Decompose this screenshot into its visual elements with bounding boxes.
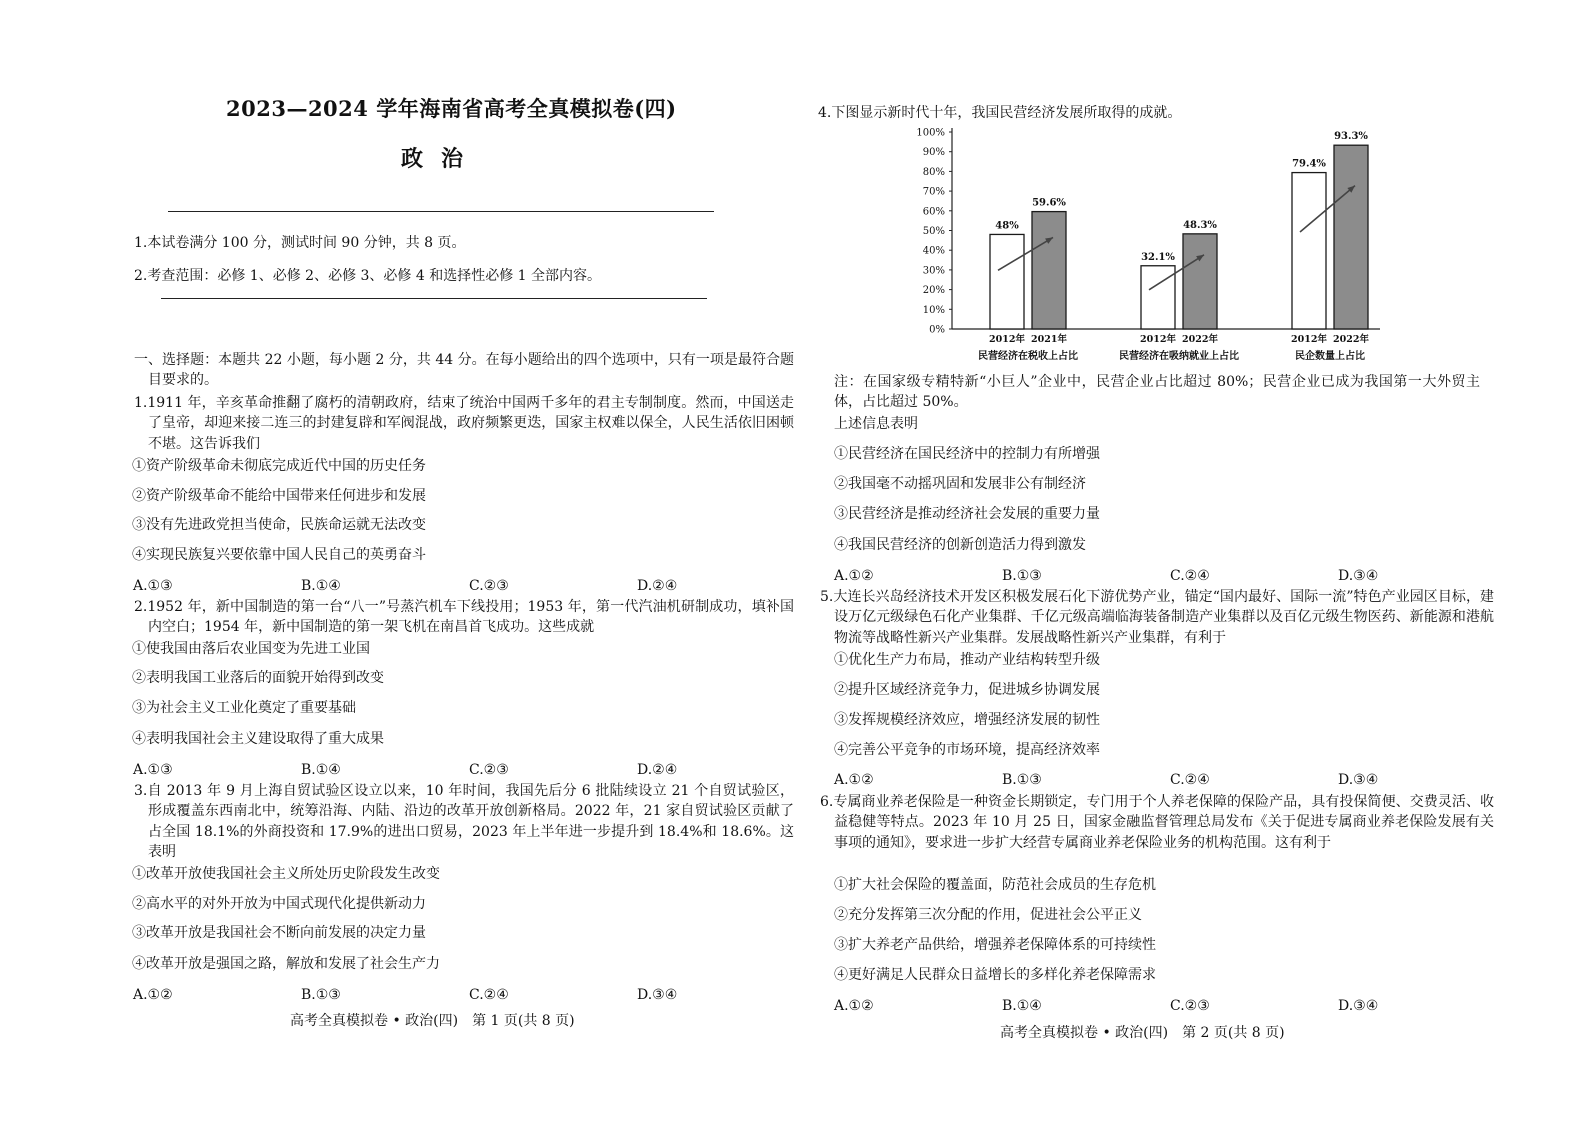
question-1-item-2: ②资产阶级革命不能给中国带来任何进步和发展: [132, 488, 426, 504]
question-4-stem: 4.下图显示新时代十年，我国民营经济发展所取得的成就。: [818, 105, 1182, 121]
question-4-item-4: ④我国民营经济的创新创造活力得到激发: [834, 537, 1086, 553]
y-tick-label: 40%: [922, 245, 945, 257]
question-2-option-b[interactable]: B.①④: [301, 762, 341, 778]
question-5-option-d[interactable]: D.③④: [1338, 772, 1379, 788]
question-5-item-1: ①优化生产力布局，推动产业结构转型升级: [834, 652, 1100, 668]
bar-year-label: 2022年: [1333, 334, 1369, 345]
question-5-option-b[interactable]: B.①③: [1002, 772, 1042, 788]
question-2-item-2: ②表明我国工业落后的面貌开始得到改变: [132, 670, 384, 686]
question-4-option-c[interactable]: C.②④: [1170, 568, 1210, 584]
bar: [1292, 173, 1326, 329]
question-1-item-1: ①资产阶级革命未彻底完成近代中国的历史任务: [132, 458, 426, 474]
question-4-option-b[interactable]: B.①③: [1002, 568, 1042, 584]
section-heading: 一、选择题：本题共 22 小题，每小题 2 分，共 44 分。在每小题给出的四个选项中，只有一项是最符合题目要求的。: [134, 352, 794, 389]
exam-title: 2023—2024 学年海南省高考全真模拟卷(四): [226, 96, 677, 121]
question-6-stem: 6.专属商业养老保险是一种资金长期锁定，专门用于个人养老保障的保险产品，具有投保简便、交费灵活、收益稳健等特点。2023 年 10 月 25 日，国家金融监督管理总局发布《关于促进专属商业养老保险发展有关事项的通知》，要求进一步扩大经营专属商业养老保险业务的机构范围。这有利于: [820, 794, 1494, 851]
bar-data-label: 79.4%: [1292, 158, 1326, 170]
bar: [990, 234, 1024, 329]
question-1-option-c[interactable]: C.②③: [469, 578, 509, 594]
bar: [1032, 212, 1066, 329]
y-tick-label: 10%: [922, 304, 945, 316]
page-1-footer: 高考全真模拟卷 • 政治(四) 第 1 页(共 8 页): [290, 1013, 575, 1029]
y-tick-label: 90%: [922, 147, 945, 159]
bar-data-label: 32.1%: [1141, 251, 1175, 263]
y-tick-label: 30%: [922, 265, 945, 277]
question-6-option-d[interactable]: D.③④: [1338, 998, 1379, 1014]
question-2-option-a[interactable]: A.①③: [133, 762, 173, 778]
question-6-item-1: ①扩大社会保险的覆盖面，防范社会成员的生存危机: [834, 877, 1156, 893]
question-3-option-b[interactable]: B.①③: [301, 987, 341, 1003]
question-3-option-d[interactable]: D.③④: [637, 987, 678, 1003]
question-5-item-3: ③发挥规模经济效应，增强经济发展的韧性: [834, 712, 1100, 728]
bar: [1334, 145, 1368, 329]
question-5-item-2: ②提升区域经济竞争力，促进城乡协调发展: [834, 682, 1100, 698]
question-1-option-a[interactable]: A.①③: [133, 578, 173, 594]
y-tick-label: 70%: [922, 186, 945, 198]
bar: [1183, 234, 1217, 329]
question-2-option-d[interactable]: D.②④: [637, 762, 678, 778]
question-3-item-3: ③改革开放是我国社会不断向前发展的决定力量: [132, 925, 426, 941]
note-2: 2.考查范围：必修 1、必修 2、必修 3、必修 4 和选择性必修 1 全部内容。: [134, 268, 602, 284]
question-4-option-d[interactable]: D.③④: [1338, 568, 1379, 584]
question-3-option-c[interactable]: C.②④: [469, 987, 509, 1003]
question-1-item-4: ④实现民族复兴要依靠中国人民自己的英勇奋斗: [132, 547, 426, 563]
question-5-options: [834, 770, 1506, 790]
page-2-footer: 高考全真模拟卷 • 政治(四) 第 2 页(共 8 页): [1000, 1025, 1285, 1041]
question-5-option-c[interactable]: C.②④: [1170, 772, 1210, 788]
question-4-item-1: ①民营经济在国民经济中的控制力有所增强: [834, 446, 1100, 462]
question-3-item-4: ④改革开放是强国之路，解放和发展了社会生产力: [132, 956, 440, 972]
question-4-options: [834, 566, 1506, 586]
bar-data-label: 93.3%: [1334, 131, 1368, 143]
question-2-item-3: ③为社会主义工业化奠定了重要基础: [132, 700, 356, 716]
question-3-stem: 3.自 2013 年 9 月上海自贸试验区设立以来，10 年时间，我国先后分 6 批陆续设立 21 个自贸试验区，形成覆盖东西南北中，统筹沿海、内陆、沿边的改革开放创新格局。2022 年，21 家自贸试验区贡献了占全国 18.1%的外商投资和 17.9%的进出口贸易，2023 年上半年进一步提升到 18.4%和 18.6%。这表明: [134, 783, 794, 860]
bar-year-label: 2022年: [1182, 334, 1218, 345]
y-tick-label: 80%: [922, 166, 945, 178]
question-2-options: [133, 760, 805, 780]
question-6-options: [834, 996, 1506, 1016]
question-6-option-a[interactable]: A.①②: [834, 998, 874, 1014]
question-6-option-c[interactable]: C.②③: [1170, 998, 1210, 1014]
bar-data-label: 59.6%: [1032, 197, 1066, 209]
question-4-lead: 上述信息表明: [834, 416, 918, 432]
y-tick-label: 0%: [929, 324, 945, 336]
question-2-stem: 2.1952 年，新中国制造的第一台“八一”号蒸汽机车下线投用；1953 年，第一代汽油机研制成功，填补国内空白；1954 年，新中国制造的第一架飞机在南昌首飞成功。这些成就: [134, 599, 794, 636]
bar-year-label: 2012年: [1140, 334, 1176, 345]
bar-data-label: 48.3%: [1183, 219, 1217, 231]
question-3-option-a[interactable]: A.①②: [133, 987, 173, 1003]
question-2-item-1: ①使我国由落后农业国变为先进工业国: [132, 641, 370, 657]
question-3-item-2: ②高水平的对外开放为中国式现代化提供新动力: [132, 896, 426, 912]
question-1-item-3: ③没有先进政党担当使命，民族命运就无法改变: [132, 517, 426, 533]
question-1-stem: 1.1911 年，辛亥革命推翻了腐朽的清朝政府，结束了统治中国两千多年的君主专制制度。然而，中国送走了皇帝，却迎来接二连三的封建复辟和军阀混战，政府频繁更迭，国家主权难以保全，人民生活依旧困顿不堪。这告诉我们: [134, 395, 794, 452]
title-divider: [168, 211, 714, 212]
question-6-option-b[interactable]: B.①④: [1002, 998, 1042, 1014]
bar-year-label: 2021年: [1031, 334, 1067, 345]
y-tick-label: 20%: [922, 285, 945, 297]
y-tick-label: 100%: [916, 127, 945, 139]
y-tick-label: 60%: [922, 206, 945, 218]
private-economy-bar-chart: [900, 120, 1390, 370]
group-category-label: 民营经济在吸纳就业上占比: [1119, 351, 1239, 362]
question-6-item-4: ④更好满足人民群众日益增长的多样化养老保障需求: [834, 967, 1156, 983]
question-5-option-a[interactable]: A.①②: [834, 772, 874, 788]
group-category-label: 民企数量上占比: [1295, 351, 1365, 362]
question-6-item-3: ③扩大养老产品供给，增强养老保障体系的可持续性: [834, 937, 1156, 953]
question-1-option-b[interactable]: B.①④: [301, 578, 341, 594]
question-6-item-2: ②充分发挥第三次分配的作用，促进社会公平正义: [834, 907, 1142, 923]
question-2-item-4: ④表明我国社会主义建设取得了重大成果: [132, 731, 384, 747]
subject-title: 政治: [401, 146, 482, 172]
question-5-item-4: ④完善公平竞争的市场环境，提高经济效率: [834, 742, 1100, 758]
bar-year-label: 2012年: [1291, 334, 1327, 345]
bar-data-label: 48%: [995, 220, 1019, 232]
bar-year-label: 2012年: [989, 334, 1025, 345]
question-4-item-2: ②我国毫不动摇巩固和发展非公有制经济: [834, 476, 1086, 492]
question-2-option-c[interactable]: C.②③: [469, 762, 509, 778]
question-3-options: [133, 985, 805, 1005]
question-1-option-d[interactable]: D.②④: [637, 578, 678, 594]
question-1-options: [133, 576, 805, 596]
question-4-item-3: ③民营经济是推动经济社会发展的重要力量: [834, 506, 1100, 522]
question-4-option-a[interactable]: A.①②: [834, 568, 874, 584]
question-5-stem: 5.大连长兴岛经济技术开发区积极发展石化下游优势产业，锚定“国内最好、国际一流”特色产业园区目标，建设万亿元级绿色石化产业集群、千亿元级高端临海装备制造产业集群以及百亿元级生物医药、新能源和港航物流等战略性新兴产业集群。发展战略性新兴产业集群，有利于: [820, 589, 1494, 646]
question-3-item-1: ①改革开放使我国社会主义所处历史阶段发生改变: [132, 866, 440, 882]
y-tick-label: 50%: [922, 226, 945, 237]
notes-divider: [161, 298, 707, 299]
group-category-label: 民营经济在税收上占比: [978, 351, 1078, 362]
question-4-note: 注：在国家级专精特新“小巨人”企业中，民营企业占比超过 80%；民营企业已成为我国第一大外贸主体，占比超过 50%。: [834, 374, 1480, 411]
bar: [1141, 266, 1175, 329]
note-1: 1.本试卷满分 100 分，测试时间 90 分钟，共 8 页。: [134, 235, 466, 251]
